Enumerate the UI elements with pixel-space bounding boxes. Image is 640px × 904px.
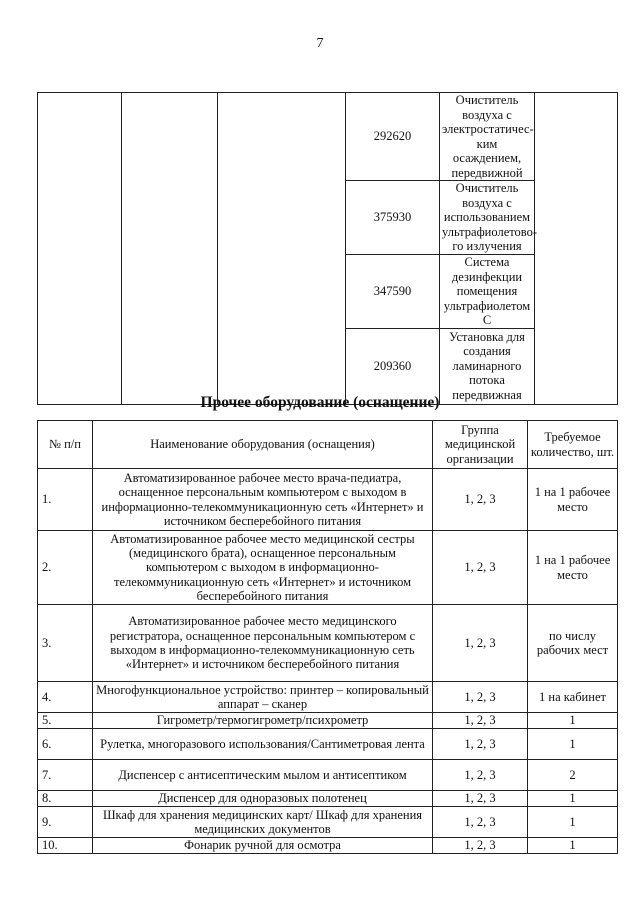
row-qty: 1 bbox=[528, 838, 618, 854]
row-group: 1, 2, 3 bbox=[433, 729, 528, 760]
row-qty: 1 bbox=[528, 791, 618, 807]
row-qty: по числу рабочих мест bbox=[528, 605, 618, 682]
other-equipment-table bbox=[37, 420, 618, 854]
row-group: 1, 2, 3 bbox=[433, 713, 528, 729]
table-row bbox=[38, 791, 618, 807]
empty-cell bbox=[122, 93, 218, 405]
row-name: Диспенсер для одноразовых полотенец bbox=[93, 791, 433, 807]
row-num: 1. bbox=[38, 469, 93, 531]
page-number: 7 bbox=[316, 36, 324, 51]
row-group: 1, 2, 3 bbox=[433, 838, 528, 854]
row-name: Гигрометр/термогигрометр/психрометр bbox=[93, 713, 433, 729]
row-group: 1, 2, 3 bbox=[433, 682, 528, 713]
row-num: 8. bbox=[38, 791, 93, 807]
row-num: 7. bbox=[38, 760, 93, 791]
table-row bbox=[38, 605, 618, 682]
row-name: Автоматизированное рабочее место медицинской сестры (медицинского брата), оснащенное персональным компьютером с выходом в информационно-телекоммуникационную сеть «Интернет» и источником бесперебойного питания bbox=[93, 531, 433, 605]
row-num: 4. bbox=[38, 682, 93, 713]
equipment-code: 292620 bbox=[346, 93, 440, 181]
row-num: 9. bbox=[38, 807, 93, 838]
equipment-continuation-table bbox=[37, 92, 618, 405]
row-name: Автоматизированное рабочее место врача-педиатра, оснащенное персональным компьютером с выходом в информационно-телекоммуникационную сеть «Интернет» и источником бесперебойного питания bbox=[93, 469, 433, 531]
header-num: № п/п bbox=[38, 421, 93, 469]
table-header-row bbox=[38, 421, 618, 469]
table-row bbox=[38, 729, 618, 760]
row-num: 10. bbox=[38, 838, 93, 854]
table-row bbox=[38, 682, 618, 713]
table-row bbox=[38, 760, 618, 791]
equipment-code: 347590 bbox=[346, 255, 440, 329]
row-name: Шкаф для хранения медицинских карт/ Шкаф для хранения медицинских документов bbox=[93, 807, 433, 838]
equipment-name: Очиститель воздуха с электростатичес-ким осаждением, передвижной bbox=[440, 93, 535, 181]
row-num: 6. bbox=[38, 729, 93, 760]
row-group: 1, 2, 3 bbox=[433, 605, 528, 682]
equipment-code: 375930 bbox=[346, 181, 440, 255]
row-name: Многофункциональное устройство: принтер – копировальный аппарат – сканер bbox=[93, 682, 433, 713]
table-row bbox=[38, 469, 618, 531]
row-qty: 1 bbox=[528, 807, 618, 838]
row-qty: 1 bbox=[528, 729, 618, 760]
row-group: 1, 2, 3 bbox=[433, 807, 528, 838]
equipment-name: Очиститель воздуха с использованием ультрафиолетово-го излучения bbox=[440, 181, 535, 255]
row-name: Рулетка, многоразового использования/Сантиметровая лента bbox=[93, 729, 433, 760]
row-num: 3. bbox=[38, 605, 93, 682]
row-name: Фонарик ручной для осмотра bbox=[93, 838, 433, 854]
table-row bbox=[38, 93, 618, 181]
row-qty: 1 на кабинет bbox=[528, 682, 618, 713]
equipment-code: 209360 bbox=[346, 328, 440, 404]
header-name: Наименование оборудования (оснащения) bbox=[93, 421, 433, 469]
table-row bbox=[38, 713, 618, 729]
section-title: Прочее оборудование (оснащение) bbox=[200, 394, 440, 411]
table-row bbox=[38, 838, 618, 854]
row-group: 1, 2, 3 bbox=[433, 760, 528, 791]
row-qty: 2 bbox=[528, 760, 618, 791]
table-row bbox=[38, 807, 618, 838]
table-row bbox=[38, 531, 618, 605]
equipment-name: Система дезинфекции помещения ультрафиолетом С bbox=[440, 255, 535, 329]
empty-cell bbox=[535, 93, 618, 405]
row-name: Диспенсер с антисептическим мылом и антисептиком bbox=[93, 760, 433, 791]
row-qty: 1 bbox=[528, 713, 618, 729]
row-name: Автоматизированное рабочее место медицинского регистратора, оснащенное персональным компьютером с выходом в информационно-телекоммуникационную сеть «Интернет» и источником бесперебойного питания bbox=[93, 605, 433, 682]
equipment-name: Установка для создания ламинарного потока передвижная bbox=[440, 328, 535, 404]
row-group: 1, 2, 3 bbox=[433, 531, 528, 605]
row-group: 1, 2, 3 bbox=[433, 469, 528, 531]
empty-cell bbox=[218, 93, 346, 405]
header-qty: Требуемое количество, шт. bbox=[528, 421, 618, 469]
row-qty: 1 на 1 рабочее место bbox=[528, 469, 618, 531]
row-qty: 1 на 1 рабочее место bbox=[528, 531, 618, 605]
row-num: 5. bbox=[38, 713, 93, 729]
row-group: 1, 2, 3 bbox=[433, 791, 528, 807]
row-num: 2. bbox=[38, 531, 93, 605]
empty-cell bbox=[38, 93, 122, 405]
header-group: Группа медицинской организации bbox=[433, 421, 528, 469]
